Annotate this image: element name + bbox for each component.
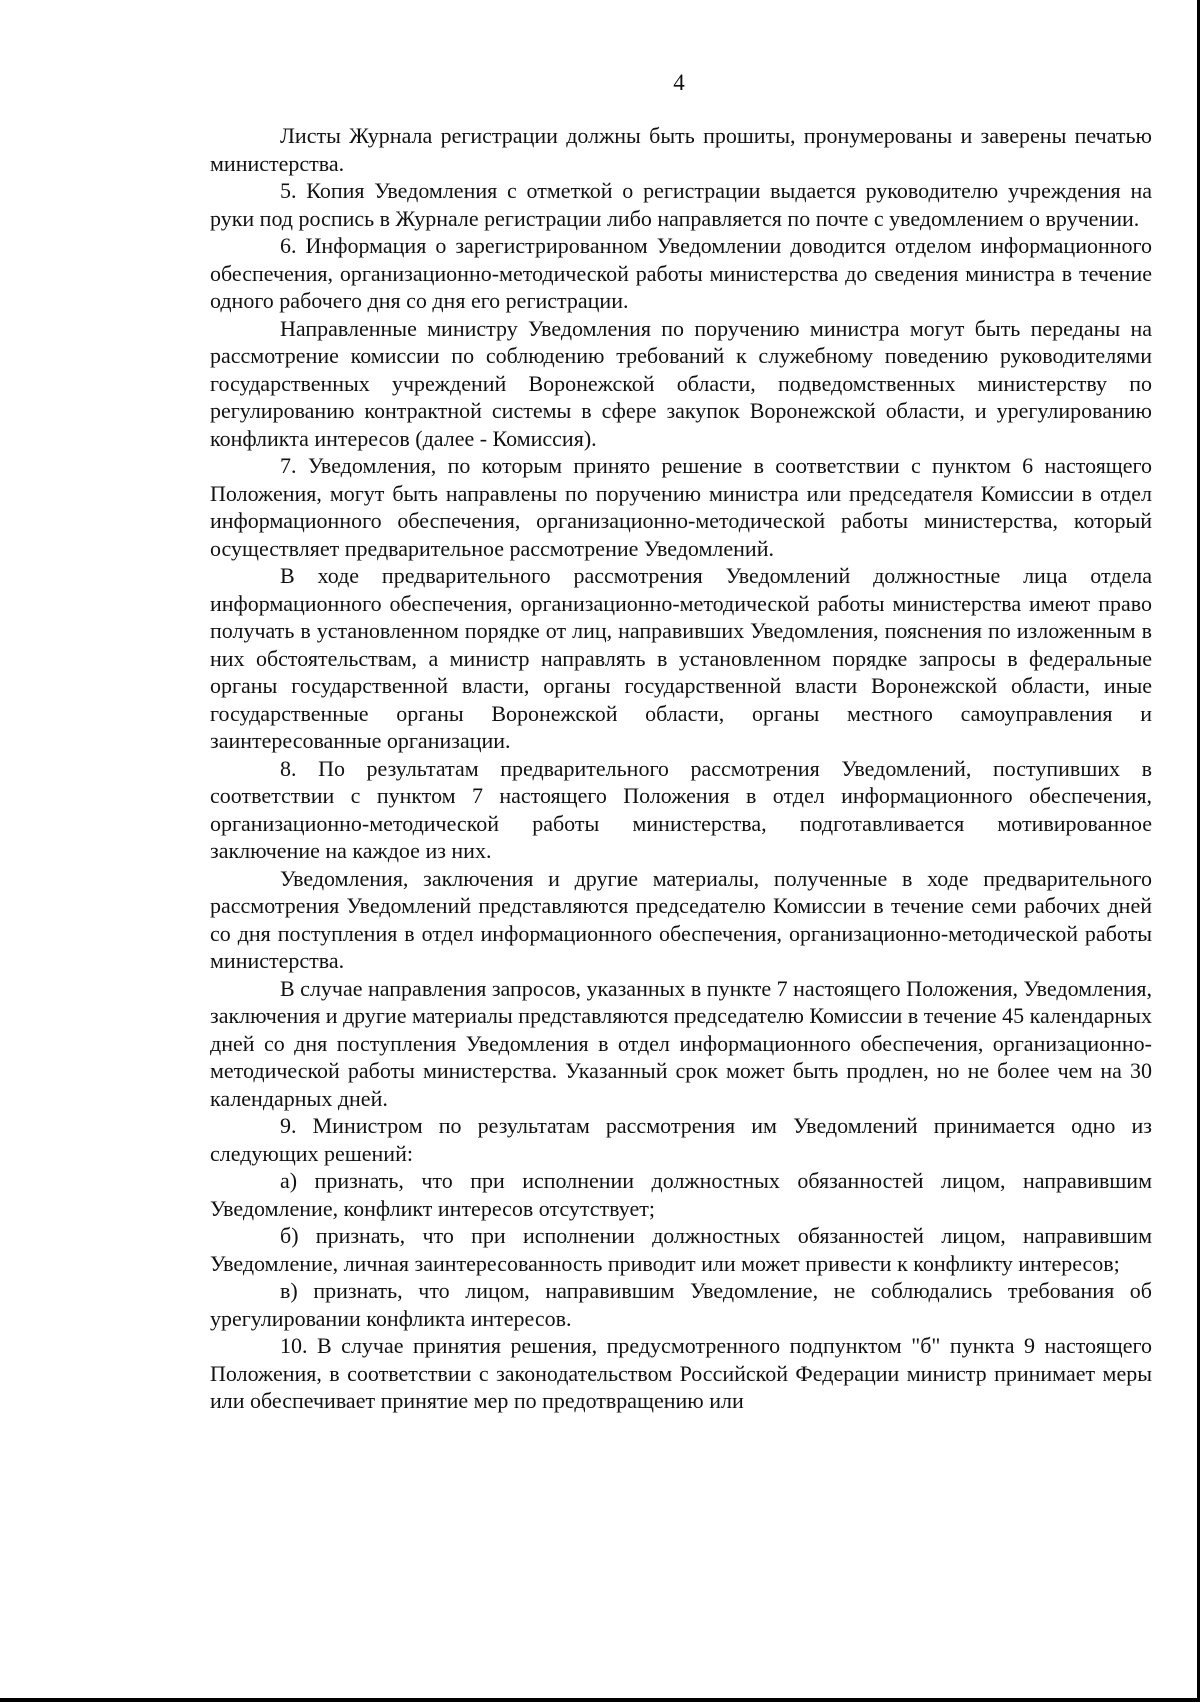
document-body — [210, 122, 1152, 1415]
paragraph-item-8: 8. По результатам предварительного рассмотрения Уведомлений, поступивших в соответствии с пунктом 7 настоящего Положения в отдел информационного обеспечения, организационно-методической работы министерства, подготавливается мотивированное заключение на каждое из них. — [210, 755, 1152, 863]
paragraph-item-5: 5. Копия Уведомления с отметкой о регистрации выдается руководителю учреждения на руки под роспись в Журнале регистрации либо направляется по почте с уведомлением о вручении. — [210, 178, 1152, 231]
paragraph-commission-referral: Направленные министру Уведомления по поручению министра могут быть переданы на рассмотрение комиссии по соблюдению требований к служебному поведению руководителями государственных учреждений Воронежской области, подведомственных министерству по регулированию контрактной системы в сфере закупок Воронежской области, и урегулированию конфликта интересов (далее - Комиссия). — [210, 315, 1152, 451]
paragraph-item-9a: а) признать, что при исполнении должностных обязанностей лицом, направившим Уведомление, конфликт интересов отсутствует; — [210, 1168, 1152, 1221]
paragraph-item-9c: в) признать, что лицом, направившим Уведомление, не соблюдались требования об урегулировании конфликта интересов. — [210, 1278, 1152, 1331]
paragraph-item-7: 7. Уведомления, по которым принято решение в соответствии с пунктом 6 настоящего Положения, могут быть направлены по поручению министра или председателя Комиссии в отдел информационного обеспечения, организационно-методической работы министерства, который осуществляет предварительное рассмотрение Уведомлений. — [210, 453, 1152, 561]
paragraph-item-9b: б) признать, что при исполнении должностных обязанностей лицом, направившим Уведомление, личная заинтересованность приводит или может привести к конфликту интересов; — [210, 1223, 1152, 1276]
paragraph-materials-submission: Уведомления, заключения и другие материалы, полученные в ходе предварительного рассмотрения Уведомлений представляются председателю Комиссии в течение семи рабочих дней со дня поступления в отдел информационного обеспечения, организационно-методической работы министерства. — [210, 865, 1152, 973]
paragraph-requests-deadline: В случае направления запросов, указанных в пункте 7 настоящего Положения, Уведомления, заключения и другие материалы представляются председателю Комиссии в течение 45 календарных дней со дня поступления Уведомления в отдел информационного обеспечения, организационно-методической работы министерства. Указанный срок может быть продлен, но не более чем на 30 календарных дней. — [210, 975, 1153, 1111]
paragraph-preliminary-review: В ходе предварительного рассмотрения Уведомлений должностные лица отдела информационного обеспечения, организационно-методической работы министерства имеют право получать в установленном порядке от лиц, направивших Уведомления, пояснения по изложенным в них обстоятельствам, а министр направлять в установленном порядке запросы в федеральные органы государственной власти, органы государственной власти Воронежской области, иные государственные органы Воронежской области, органы местного самоуправления и заинтересованные организации. — [210, 563, 1152, 753]
paragraph-item-9: 9. Министром по результатам рассмотрения им Уведомлений принимается одно из следующих решений: — [210, 1113, 1152, 1166]
scan-edge-bottom — [0, 1698, 1200, 1702]
paragraph-journal-sheets: Листы Журнала регистрации должны быть прошиты, пронумерованы и заверены печатью министерства. — [210, 123, 1152, 176]
paragraph-item-6: 6. Информация о зарегистрированном Уведомлении доводится отделом информационного обеспечения, организационно-методической работы министерства до сведения министра в течение одного рабочего дня со дня его регистрации. — [210, 233, 1152, 313]
page-number: 4 — [673, 70, 685, 95]
paragraph-item-10: 10. В случае принятия решения, предусмотренного подпунктом "б" пункта 9 настоящего Положения, в соответствии с законодательством Российской Федерации министр принимает меры или обеспечивает принятие мер по предотвращению или — [210, 1333, 1152, 1413]
